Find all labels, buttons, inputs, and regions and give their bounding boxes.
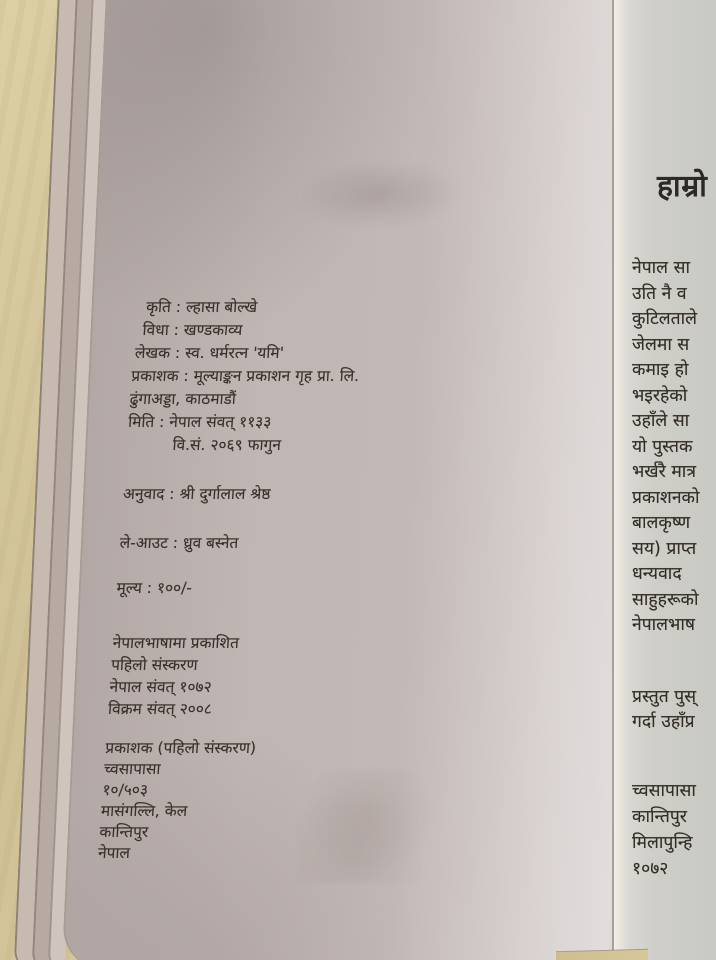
right-body-line: नेपालभाष — [632, 615, 695, 635]
edition-block — [107, 632, 341, 720]
right-page — [612, 0, 716, 960]
colophon-line: लेखक : स्व. धर्मरत्न 'यमि' — [134, 344, 285, 362]
right-body-line: कमाइ हो — [632, 360, 689, 380]
first-publisher-line: नेपाल — [97, 844, 131, 862]
right-imprint-line: १०७२ — [632, 858, 669, 879]
right-imprint-line: मिलापुन्हि — [632, 832, 693, 853]
first-publisher-block — [97, 738, 334, 864]
right-body-line: भइरहेको — [632, 385, 688, 406]
edition-line: पहिलो संस्करण — [110, 656, 199, 674]
first-publisher-line: प्रकाशक (पहिलो संस्करण) — [104, 739, 257, 757]
right-body-line: प्रकाशनको — [632, 487, 700, 508]
right-page-heading: हाम्रो — [657, 169, 708, 204]
translator-line: अनुवाद : श्री दुर्गालाल श्रेष्ठ — [122, 485, 272, 503]
left-page-text — [97, 296, 365, 864]
right-body-line: भर्खरै मात्र — [632, 462, 696, 482]
right-body-line: सय) प्राप्त — [632, 538, 697, 559]
right-body-line: यो पुस्तक — [632, 436, 693, 457]
right-imprint-line: च्वसापासा — [632, 780, 696, 801]
first-publisher-line: च्वसापासा — [103, 760, 162, 778]
right-body-line: बालकृष्ण — [632, 513, 691, 533]
right-body-line: उहाँले सा — [632, 411, 690, 431]
edition-line: नेपालभाषामा प्रकाशित — [112, 634, 240, 652]
right-body-line: जेलमा स — [632, 334, 690, 355]
edition-line: नेपाल संवत् १०७२ — [109, 678, 213, 696]
colophon-line: विधा : खण्डकाव्य — [141, 321, 244, 339]
colophon-line: वि.सं. २०६९ फागुन — [171, 436, 282, 454]
right-body-line: धन्यवाद — [632, 564, 682, 584]
right-body-line: नेपाल सा — [632, 258, 690, 278]
right-page-text — [632, 256, 716, 882]
edition-line: विक्रम संवत् २००८ — [107, 700, 213, 718]
right-imprint-line: कान्तिपुर — [632, 806, 687, 827]
colophon-line: मिति : नेपाल संवत् ११३३ — [127, 413, 272, 431]
price-line: मूल्य : १००/- — [115, 579, 193, 597]
right-body-line: कुटिलताले — [632, 309, 698, 329]
first-publisher-line: १०/५०३ — [101, 781, 149, 799]
right-body-line: साहुहरूको — [632, 589, 699, 610]
right-closing-line: प्रस्तुत पुस् — [632, 686, 697, 707]
colophon-line: ढुंगाअड्डा, काठमाडौं — [129, 390, 237, 408]
colophon-line: कृति : ल्हासा बोल्खे — [145, 298, 258, 316]
right-imprint-block — [632, 778, 716, 882]
first-publisher-line: मासंगल्लि, केल — [100, 802, 188, 820]
right-closing-line: गर्दा उहाँप्र — [632, 712, 695, 732]
right-body-line: उति नै व — [632, 283, 687, 304]
showthrough-title-ghost — [295, 157, 463, 231]
first-publisher-line: कान्तिपुर — [98, 823, 149, 841]
layout-line: ले-आउट : ध्रुव बस्नेत — [119, 534, 239, 552]
colophon-line: प्रकाशक : मूल्याङ्कन प्रकाशन गृह प्रा. लि. — [130, 367, 360, 385]
wood-sliver-bottom — [556, 949, 648, 960]
